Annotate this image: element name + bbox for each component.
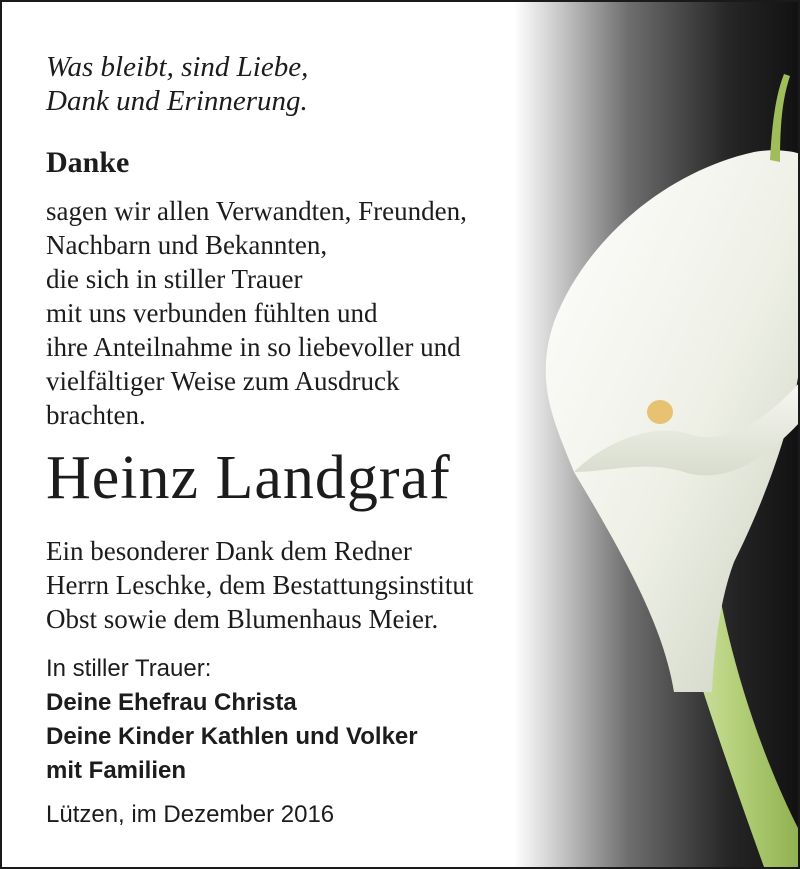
thanks-paragraph: [46, 194, 467, 432]
mourners-block: [46, 652, 418, 788]
lily-spadix: [647, 400, 673, 424]
deceased-name: Heinz Landgraf: [46, 444, 451, 512]
motto: [46, 50, 308, 118]
thanks-heading: Danke: [46, 146, 130, 179]
mourner-name: mit Familien: [46, 757, 187, 784]
mourner-name: Deine Kinder Kathlen und Volker: [46, 723, 418, 750]
thanks-line: vielfältiger Weise zum Ausdruck: [46, 366, 400, 396]
special-thanks-line: Ein besonderer Dank dem Redner: [46, 536, 412, 566]
mourner-name: Deine Ehefrau Christa: [46, 689, 297, 716]
place-date: Lützen, im Dezember 2016: [46, 801, 335, 828]
thanks-line: mit uns verbunden fühlten und: [46, 298, 378, 328]
special-thanks: [46, 534, 473, 636]
lily-tip: [770, 74, 790, 162]
motto-line: Dank und Erinnerung.: [46, 85, 308, 117]
special-thanks-line: Herrn Leschke, dem Bestattungsinstitut: [46, 570, 474, 600]
calla-lily-photo: [514, 2, 800, 867]
thanks-line: Nachbarn und Bekannten,: [46, 230, 328, 260]
thanks-line: die sich in stiller Trauer: [46, 264, 303, 294]
thanks-line: sagen wir allen Verwandten, Freunden,: [46, 196, 467, 226]
motto-line: Was bleibt, sind Liebe,: [46, 51, 309, 83]
calla-lily-icon: [514, 2, 800, 867]
thanks-line: brachten.: [46, 400, 146, 430]
thanks-line: ihre Anteilnahme in so liebevoller und: [46, 332, 461, 362]
mourners-intro: In stiller Trauer:: [46, 655, 212, 682]
special-thanks-line: Obst sowie dem Blumenhaus Meier.: [46, 604, 439, 634]
